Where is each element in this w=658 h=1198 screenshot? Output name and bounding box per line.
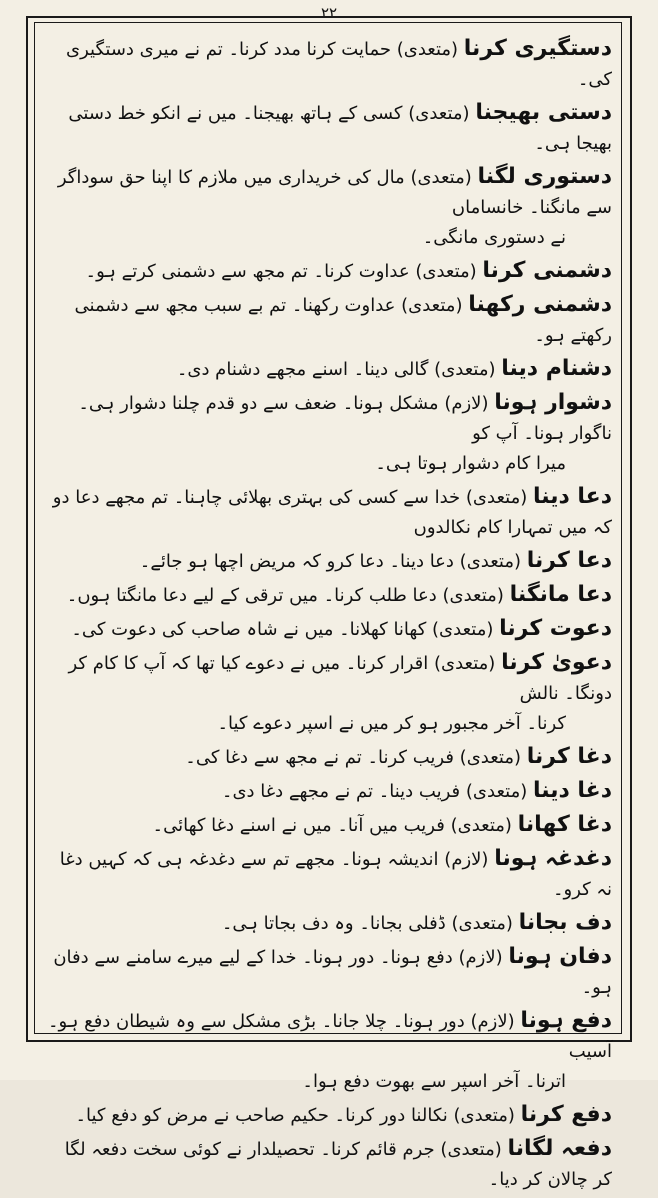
- entry-grammar: (متعدی): [450, 815, 512, 836]
- entry-grammar: (متعدی): [451, 913, 513, 934]
- entry-definition: فریب میں آنا۔ میں نے اسنے دغا کھائی۔: [152, 815, 445, 836]
- entry-grammar: (متعدی): [434, 359, 496, 380]
- entry-definition: اقرار کرنا۔ میں نے دعوے کیا تھا کہ آپ کا کام کر دونگا۔ نالش: [68, 653, 612, 704]
- dictionary-entry: [44, 388, 612, 479]
- entry-definition: فریب کرنا۔ تم نے مجھ سے دغا کی۔: [185, 747, 454, 768]
- entry-headword: دغدغہ ہونا: [494, 846, 612, 871]
- entry-headword: دعا دینا: [532, 484, 612, 509]
- entry-headword: دغا کرنا: [526, 744, 612, 769]
- entry-definition: حمایت کرنا مدد کرنا۔ تم نے میری دستگیری کی۔: [66, 39, 612, 90]
- entry-headword: دعا کرنا: [526, 548, 612, 573]
- entry-definition: گالی دینا۔ اسنے مجھے دشنام دی۔: [176, 359, 429, 380]
- dictionary-entry: [44, 908, 612, 939]
- entry-definition: مشکل ہونا۔ ضعف سے دو قدم چلنا دشوار ہی۔ ناگوار ہونا۔ آپ کو: [78, 393, 612, 444]
- entry-grammar: (متعدی): [408, 103, 470, 124]
- entry-grammar: (متعدی): [440, 1139, 502, 1160]
- page-number: ۲۲: [320, 4, 338, 22]
- dictionary-entry: [44, 1006, 612, 1097]
- entry-headword: دعا مانگنا: [509, 582, 612, 607]
- entry-headword: دغا دینا: [532, 778, 612, 803]
- entry-headword: دشمنی رکھنا: [468, 292, 612, 317]
- entry-headword: دشوار ہونا: [494, 390, 612, 415]
- entry-grammar: (متعدی): [465, 781, 528, 802]
- entry-continuation: کرنا۔ آخر مجبور ہو کر میں نے اسپر دعوے کیا۔: [217, 713, 566, 734]
- dictionary-entry: [44, 482, 612, 543]
- dictionary-entry: [44, 942, 612, 1003]
- entry-grammar: (لازم): [458, 947, 503, 968]
- entry-definition: فریب دینا۔ تم نے مجھے دغا دی۔: [221, 781, 461, 802]
- entry-definition: جرم قائم کرنا۔ تحصیلدار نے کوئی سخت دفعہ لگا کر چالان کر دیا۔: [64, 1139, 612, 1190]
- entry-grammar: (لازم): [444, 849, 489, 870]
- entry-headword: دفعہ لگانا: [507, 1136, 612, 1161]
- entry-grammar: (لازم): [444, 393, 489, 414]
- dictionary-entry: [44, 256, 612, 287]
- entry-grammar: (متعدی): [442, 585, 504, 606]
- entry-continuation: میرا کام دشوار ہوتا ہی۔: [375, 453, 566, 474]
- entry-headword: دستی بھیجنا: [475, 100, 612, 125]
- entry-grammar: (متعدی): [459, 551, 522, 572]
- entry-headword: دف بجانا: [518, 910, 612, 935]
- entry-definition: دعا طلب کرنا۔ میں ترقی کے لیے دعا مانگتا ہوں۔: [66, 585, 437, 606]
- entry-grammar: (متعدی): [396, 39, 459, 60]
- dictionary-entry: [44, 776, 612, 807]
- entry-grammar: (لازم): [470, 1011, 515, 1032]
- entry-definition: اندیشہ ہونا۔ مجھے تم سے دغدغہ ہی کہ کہیں دغا نہ کرو۔: [59, 849, 612, 900]
- entry-headword: دشمنی کرنا: [482, 258, 612, 283]
- entry-continuation: اترنا۔ آخر اسپر سے بھوت دفع ہوا۔: [302, 1071, 566, 1092]
- entry-headword: دعویٰ کرنا: [501, 650, 612, 675]
- entry-definition: کھانا کھلانا۔ میں نے شاہ صاحب کی دعوت کی۔: [71, 619, 427, 640]
- entry-headword: دفع کرنا: [520, 1102, 612, 1127]
- entry-definition: دعا دینا۔ دعا کرو کہ مریض اچھا ہو جائے۔: [139, 551, 454, 572]
- entry-headword: دفع ہونا: [520, 1008, 612, 1033]
- entry-definition: عداوت رکھنا۔ تم بے سبب مجھ سے دشمنی رکھتے ہو۔: [74, 295, 612, 346]
- entry-definition: ڈفلی بجانا۔ وہ دف بجاتا ہی۔: [221, 913, 446, 934]
- entry-headword: دشنام دینا: [501, 356, 612, 381]
- entry-definition: مال کی خریداری میں ملازم کا اپنا حق سوداگر سے مانگنا۔ خانساماں: [57, 167, 612, 218]
- dictionary-entry: [44, 648, 612, 739]
- dictionary-entry: [44, 1134, 612, 1195]
- entry-headword: دفان ہونا: [508, 944, 612, 969]
- entry-headword: دعوت کرنا: [499, 616, 612, 641]
- entry-grammar: (متعدی): [415, 261, 477, 282]
- entry-definition: نکالنا دور کرنا۔ حکیم صاحب نے مرض کو دفع کیا۔: [75, 1105, 448, 1126]
- entry-headword: دستوری لگنا: [477, 164, 612, 189]
- entry-definition: دفع ہونا۔ دور ہونا۔ خدا کے لیے میرے سامنے سے دفان ہو۔: [53, 947, 612, 998]
- entry-definition: عداوت کرنا۔ تم مجھ سے دشمنی کرتے ہو۔: [85, 261, 410, 282]
- dictionary-entry: [44, 354, 612, 385]
- entry-grammar: (متعدی): [433, 653, 496, 674]
- entry-grammar: (متعدی): [401, 295, 463, 316]
- dictionary-entry: [44, 290, 612, 351]
- entry-grammar: (متعدی): [459, 747, 522, 768]
- dictionary-entry: [44, 614, 612, 645]
- dictionary-entry: [44, 844, 612, 905]
- dictionary-entry: [44, 810, 612, 841]
- dictionary-entry: [44, 742, 612, 773]
- entry-grammar: (متعدی): [410, 167, 472, 188]
- entry-definition: کسی کے ہاتھ بھیجنا۔ میں نے انکو خط دستی بھیجا ہی۔: [68, 103, 612, 154]
- entry-definition: دور ہونا۔ چلا جانا۔ بڑی مشکل سے وہ شیطان دفع ہو۔ آسیب: [48, 1011, 612, 1062]
- dictionary-entry: [44, 34, 612, 95]
- dictionary-entry: [44, 1100, 612, 1131]
- dictionary-entry: [44, 580, 612, 611]
- dictionary-entry: [44, 98, 612, 159]
- dictionary-entry: [44, 546, 612, 577]
- entry-definition: خدا سے کسی کی بہتری بھلائی چاہنا۔ تم مجھے دعا دو کہ میں تمہارا کام نکالدوں: [52, 487, 612, 538]
- entry-headword: دستگیری کرنا: [463, 36, 612, 61]
- entry-grammar: (متعدی): [432, 619, 494, 640]
- entry-continuation: نے دستوری مانگی۔: [422, 227, 566, 248]
- dictionary-entries: [44, 34, 612, 1198]
- entry-headword: دغا کھانا: [517, 812, 612, 837]
- entry-grammar: (متعدی): [465, 487, 528, 508]
- dictionary-entry: [44, 162, 612, 253]
- entry-grammar: (متعدی): [453, 1105, 515, 1126]
